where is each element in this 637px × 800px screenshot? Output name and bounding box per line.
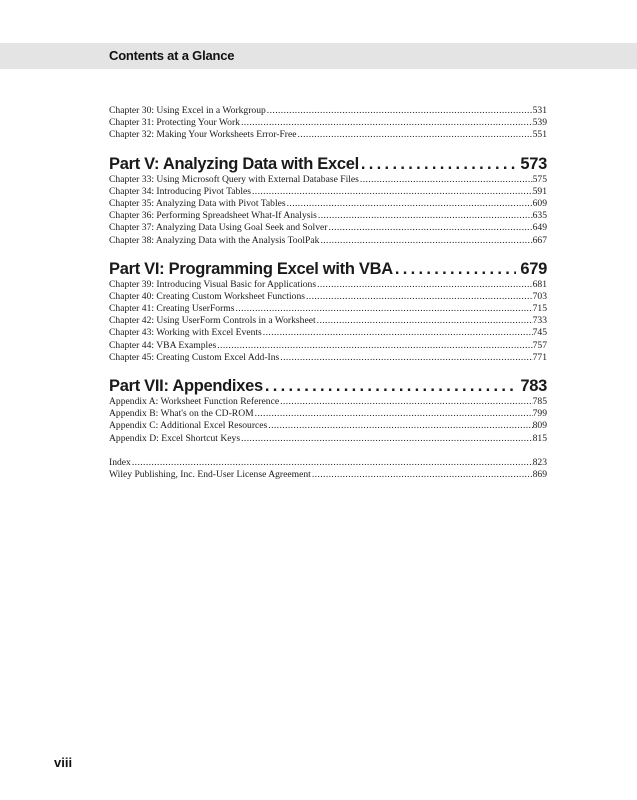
toc-entry-label: Chapter 38: Analyzing Data with the Analysis ToolPak: [109, 234, 320, 246]
part-title: Part VII: Appendixes: [109, 377, 263, 395]
toc-entry-label: Chapter 45: Creating Custom Excel Add-Ins: [109, 351, 280, 363]
toc-entry: [109, 235, 547, 247]
dot-leader: [317, 279, 533, 291]
dot-leader: [359, 154, 516, 174]
dot-leader: [306, 291, 533, 303]
toc-entry: [109, 303, 547, 315]
toc-entry-label: Chapter 30: Using Excel in a Workgroup: [109, 105, 266, 116]
toc-entry-page: 715: [532, 303, 547, 315]
toc-entry: [109, 198, 547, 210]
toc-entry: [109, 117, 547, 129]
toc-entry: [109, 457, 547, 469]
toc-entry: [109, 210, 547, 222]
toc-entry: [109, 174, 547, 186]
toc-entry-page: 815: [532, 432, 547, 444]
toc-entry-page: 575: [532, 173, 547, 185]
dot-leader: [312, 469, 533, 481]
toc-entry: [109, 420, 547, 432]
dot-leader: [320, 235, 532, 247]
dot-leader: [241, 433, 533, 445]
toc-entry: [109, 105, 547, 117]
toc-entry-label: Wiley Publishing, Inc. End-User License Agreement: [109, 468, 311, 480]
dot-leader: [393, 259, 517, 279]
toc-entry-page: 771: [532, 351, 547, 363]
part-page: 573: [520, 154, 547, 173]
toc-entry-label: Chapter 42: Using UserForm Controls in a Worksheet: [109, 315, 316, 327]
part-heading-6: [109, 259, 547, 279]
dot-leader: [217, 340, 532, 352]
toc-entry-label: Chapter 40: Creating Custom Worksheet Functions: [109, 290, 305, 302]
toc-entry: [109, 396, 547, 408]
toc-entry: [109, 186, 547, 198]
page-number: viii: [54, 755, 73, 770]
toc-entry-label: Appendix D: Excel Shortcut Keys: [109, 432, 241, 444]
part-heading-5: [109, 154, 547, 174]
dot-leader: [298, 129, 533, 141]
toc-entry-page: 531: [532, 105, 547, 116]
toc-entry-page: 539: [532, 117, 547, 129]
part-title: Part V: Analyzing Data with Excel: [109, 154, 359, 173]
toc-entry-label: Chapter 37: Analyzing Data Using Goal Seek and Solver: [109, 222, 328, 234]
part-title: Part VI: Programming Excel with VBA: [109, 259, 393, 278]
dot-leader: [268, 420, 532, 432]
running-header-title: Contents at a Glance: [109, 48, 235, 63]
toc-entry-label: Chapter 39: Introducing Visual Basic for Applications: [109, 278, 317, 290]
dot-leader: [263, 327, 533, 339]
toc-entry-label: Appendix A: Worksheet Function Reference: [109, 396, 280, 407]
toc-entry-page: 785: [532, 396, 547, 407]
toc-entry-label: Chapter 43: Working with Excel Events: [109, 327, 262, 339]
toc-entry-page: 733: [532, 315, 547, 327]
toc-entry-label: Chapter 31: Protecting Your Work: [109, 117, 240, 129]
toc-entry-page: 649: [532, 222, 547, 234]
dot-leader: [132, 457, 533, 469]
toc-entry: [109, 433, 547, 445]
dot-leader: [287, 198, 533, 210]
toc-entry: [109, 469, 547, 481]
running-header: [0, 43, 637, 69]
dot-leader: [328, 222, 532, 234]
toc-entry-page: 703: [532, 290, 547, 302]
dot-leader: [236, 303, 533, 315]
toc-entry-label: Chapter 41: Creating UserForms: [109, 303, 235, 315]
dot-leader: [360, 174, 533, 186]
toc-entry: [109, 279, 547, 291]
toc-entry-label: Chapter 35: Analyzing Data with Pivot Tables: [109, 197, 286, 209]
dot-leader: [267, 105, 533, 117]
toc-entry: [109, 408, 547, 420]
toc-entry-label: Index: [109, 456, 131, 468]
toc-entry-page: 591: [532, 185, 547, 197]
part-page: 783: [520, 377, 547, 395]
toc-entry-label: Appendix C: Additional Excel Resources: [109, 420, 268, 432]
toc-entry: [109, 327, 547, 339]
toc-entry-label: Chapter 36: Performing Spreadsheet What-If Analysis: [109, 210, 317, 222]
spacer: [109, 445, 547, 457]
dot-leader: [263, 376, 517, 396]
toc-entry-page: 551: [532, 129, 547, 141]
part-page: 679: [520, 259, 547, 278]
toc-entry-label: Chapter 32: Making Your Worksheets Error-Free: [109, 129, 297, 141]
dot-leader: [255, 408, 533, 420]
toc-entry-label: Appendix B: What's on the CD-ROM: [109, 408, 254, 420]
toc-entry-page: 609: [532, 197, 547, 209]
toc-entry: [109, 315, 547, 327]
dot-leader: [280, 396, 533, 408]
dot-leader: [241, 117, 533, 129]
toc-entry-page: 823: [532, 456, 547, 468]
part-heading-7: [109, 376, 547, 396]
toc-entry: [109, 291, 547, 303]
toc-entry-label: Chapter 34: Introducing Pivot Tables: [109, 185, 251, 197]
toc-entry: [109, 352, 547, 364]
toc-entry-page: 667: [532, 234, 547, 246]
toc-entry-page: 745: [532, 327, 547, 339]
toc-entry-page: 799: [532, 408, 547, 420]
toc-entry-page: 869: [532, 468, 547, 480]
toc-entry: [109, 129, 547, 141]
dot-leader: [317, 315, 533, 327]
toc-entry-page: 757: [532, 339, 547, 351]
toc-entry: [109, 222, 547, 234]
toc-entry-page: 635: [532, 210, 547, 222]
toc-entry-page: 681: [532, 278, 547, 290]
toc-entry-label: Chapter 33: Using Microsoft Query with External Database Files: [109, 173, 359, 185]
dot-leader: [252, 186, 533, 198]
dot-leader: [280, 352, 532, 364]
toc-entry-page: 809: [532, 420, 547, 432]
table-of-contents: [109, 105, 547, 481]
toc-entry: [109, 340, 547, 352]
dot-leader: [318, 210, 533, 222]
toc-entry-label: Chapter 44: VBA Examples: [109, 339, 217, 351]
